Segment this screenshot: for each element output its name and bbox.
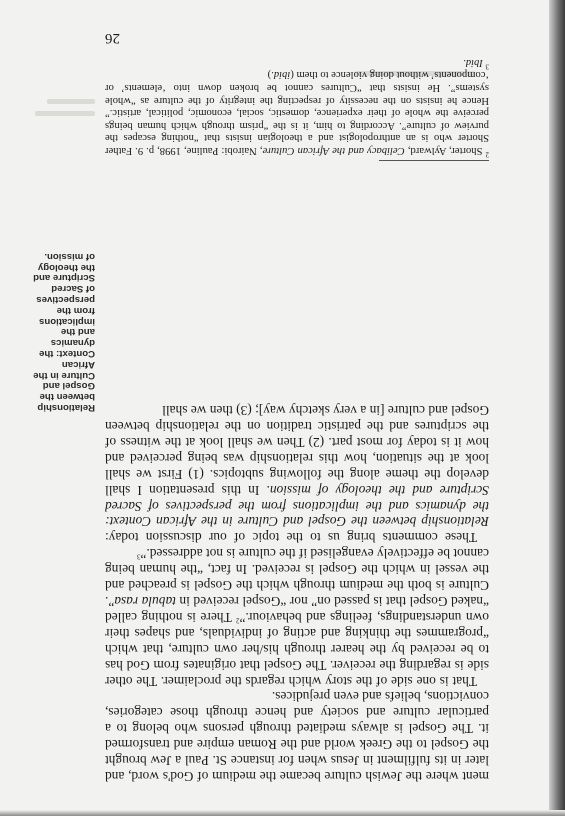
paragraph-1 xyxy=(105,689,489,784)
paragraph-2-text-end: ”. Culture is both the medium through which the Gospel is preached and the vessel in which the Gospel is received. In fact, “the human being cannot be effectively evangelised if the culture is not addressed.” xyxy=(105,546,489,610)
paragraph-2 xyxy=(105,545,489,688)
paragraph-3 xyxy=(105,402,489,545)
footnote-2-close: .) xyxy=(267,69,274,81)
footnote-3 xyxy=(105,55,489,71)
footnote-2 xyxy=(105,68,489,159)
footnote-2-book-title: Celibacy and the African Culture xyxy=(262,145,405,156)
footnotes xyxy=(105,55,489,159)
tabula-rasa-italic: tabula rasa xyxy=(114,594,176,610)
paragraph-3-text-cont: . In this presentation I shall develop the theme along the following subtopics. (1) First we shall look at the situation, how this relationship was being perceived and how it is today for most part. (2) Then we shall look at the witness of the scriptures and the patristic tradition on the relationship between Gospel and culture [in a very sketchy way]; (3) then we shall xyxy=(105,403,489,498)
footnote-2-author: Shorter, Aylward, xyxy=(404,145,483,156)
topic-title-italic: Relationship between the Gospel and Culture in the African Context: the dynamics and the implications from the perspectives of Sacred Scripture and the theology of mission xyxy=(105,482,489,530)
footnote-3-number: 3 xyxy=(485,62,489,71)
bleed-through-mark xyxy=(35,111,95,116)
footnote-separator xyxy=(379,160,489,161)
page-number: 26 xyxy=(105,30,120,46)
bleed-through-mark xyxy=(47,99,95,104)
paragraph-1-text: ment where the Jewish culture became the medium of God's word, and later in its fulfilment in Jesus when for instance St. Paul a Jew brought the Gospel to the Greek world and the Roman empire and transformed it. The Gospel is always mediated through persons who belong to a particular culture and society and hence through those categories, convictions, beliefs and even prejudices. xyxy=(105,689,489,784)
paragraph-2-text: That is one side of the story which regards the proclaimer. The other side is regarding the receiver. The Gospel that originates from God has to be received by the hearer through his/her own culture, that which “programmes the thinking and acting of individuals, and shapes their own understandings, feelings and behaviour.” xyxy=(105,609,489,689)
paragraph-2-text-cont: There is nothing called “naked Gospel that is passed on” nor “Gospel received in xyxy=(105,594,489,625)
footnote-2-text: , Nairobi: Pauline, 1998, p. 9. Father Shorter who is an anthropologist and a theologian insists that “nothing escapes the purview of culture”. According to him, it is the “prism through which human beings perceive the whole of their experience, domestic, social, economic, political, artistic.” Hence he insists on the necessity of respecting the integrity of the culture as “whole systems”. He insists that “Cultures cannot be broken down into ‘elements’ or ‘components’ without doing violence to them ( xyxy=(105,69,489,156)
footnote-2-number: 2 xyxy=(485,150,489,159)
footnote-ref-2: 2 xyxy=(236,616,240,625)
footnote-3-text: Ibid. xyxy=(463,56,483,68)
footnote-ref-3: 3 xyxy=(136,552,141,561)
paragraph-3-text: These comments bring us to the topic of our discussion today: xyxy=(105,530,477,546)
footnote-2-ibid: ibid xyxy=(273,69,291,81)
margin-note-topic: Relationship between the Gospel and Culture in the African Context: the dynamics and the implications from the perspectives of Sacred Scripture and the theology of mission. xyxy=(33,250,95,413)
main-body-text xyxy=(105,402,489,784)
